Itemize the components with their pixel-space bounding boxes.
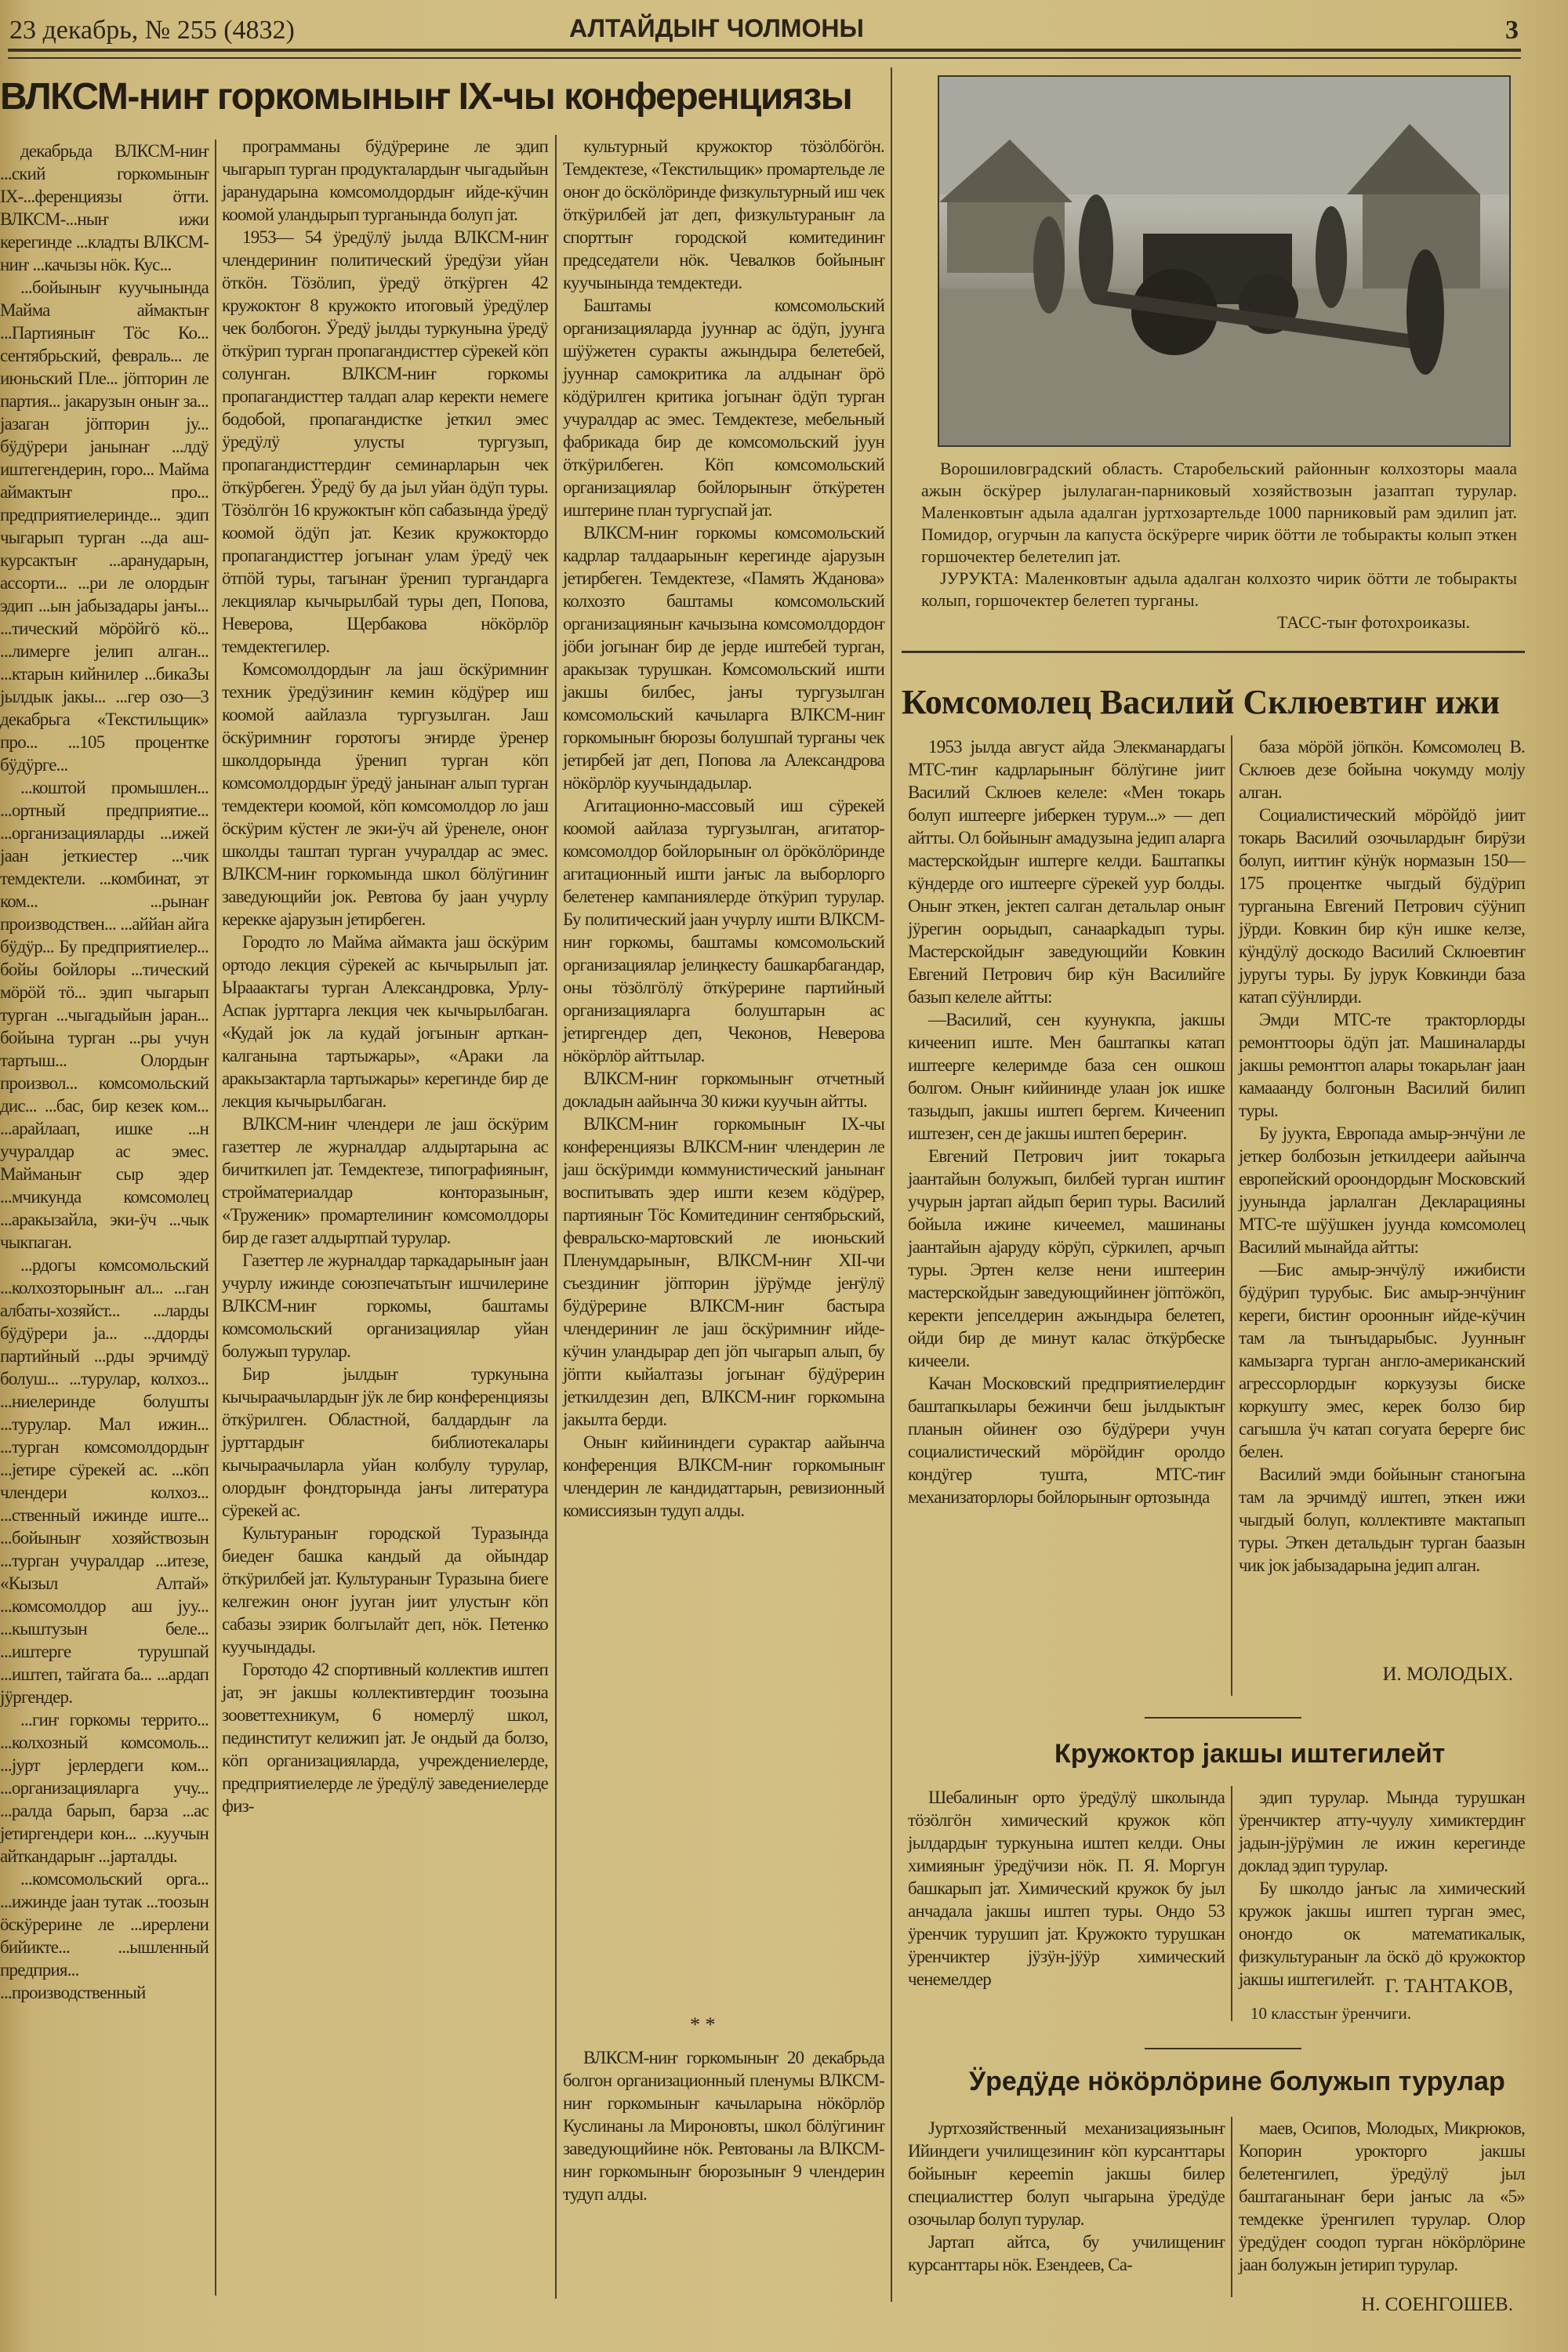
article4-signature: Н. СОЕНГОШЕВ.	[1361, 2294, 1513, 2315]
caption-text: Ворошиловградский область. Старобельский районныҥ колхозторы маала ажын ӧскӱрер јылулаган-парниковый хозяйствозын јазаптап турулар. Маленковтыҥ адыла адалган јуртхозартельде 1000 парниковый рам эдилип јат. Помидор, огурчын ла капуста ӧскӱрерге чирик ӧӧтти ле тобыракты колып эткен горшочектер белетелип јат.	[921, 459, 1517, 566]
paragraph: ВЛКСМ-ниҥ горкомы комсомольский кадрлар талдаарыныҥ керегинде ајарузын јетирбеген. Темдектезе, «Память Жданова» колхозто баштамы комсомольский организацияныҥ качызына комсомолдордоҥ јӧби јогынаҥ бир де јерде иштебей турган, аракызак турушкан. Комсомольский ишти јакшы билбес, јаҥы тургузылган комсомольский качыларга ВЛКСМ-ниҥ горкомыныҥ бюрозы болушпай турганы чек јетирбей јат деп, Попова ла Александрова нӧкӧрлӧр куучындадылар.	[563, 523, 884, 793]
paragraph: Бу школдо јаҥыс ла химический кружок јакшы иштеп турган эмес, оноҥдо ок математикалык, физкультураныҥ ла ӧскӧ дӧ кружоктор јакшы иштегилейт.	[1239, 1878, 1525, 1989]
article3-col1	[908, 1786, 1225, 1991]
paragraph: —Василий, сен куунукпа, јакшы кичеенип иште. Мен баштапкы катап иштеерге келеримде база сен ошкош болгом. Оныҥ кийининде улаан јок ишке тазыдып, јакшы иштеп бергем. Кичеенип иштезеҥ, сен де јакшы иштеп берериҥ.	[908, 1010, 1225, 1143]
article3-col2	[1239, 1786, 1525, 1991]
issue-date: 23 декабрь, № 255 (4832)	[9, 16, 295, 45]
paragraph: Социалистический мӧрӧйдӧ јиит токарь Василий озочылардыҥ бирӱзи болуп, ииттиҥ кӱнӱк нормазын 150—175 процентке чыгдый бӱдӱрип турганына Евгений Петрович сӱӱнип јӱрди. Ковкин бир кӱн ишке келзе, кӱндӱлӱ доскодо Василий Склюевтиҥ јуругы туры. Бу јурук Ковкинди база катап сӱӱнлирди.	[1239, 805, 1525, 1007]
page-divider	[891, 67, 892, 2302]
article3-headline: Кружоктор јакшы иштегилейт	[1054, 1739, 1446, 1769]
page-number: 3	[1505, 16, 1519, 45]
paragraph: ...бойыныҥ куучынында Майма аймактыҥ ...Партияныҥ Тӧс Ко... сентябрьский, февраль... ле июньский Пле... јӧпторин ле партия... јакарузын оныҥ за... јазаган јӧпторин ју... бӱдӱрери јанынаҥ ...лдӱ иштегендерин, горо... Майма аймактыҥ про... предприятиелеринде... эдип чыгарып турган ...да аш-курсактыҥ ...аранударын, ассорти... ...ри ле олордыҥ эдип ...ын јабызадары јаҥы... ...тический мӧрӧйгӧ кӧ... ...лимерге јелип алган... ...ктарын кийнилер ...бикаЗы јылдык јакы... ...гер озо—3 декабрьга «Текстильщик» про... ...105 процентке бӱдӱрге...	[0, 278, 209, 775]
paragraph: Баштамы комсомольский организацияларда јууннар ас ӧдӱп, јуунга шӱӱжетен суракты ажындыра белетебей, јууннар самокритика ла алдынаҥ ӧрӧ кӧдӱрилген критика јогынаҥ ӧдӱп турган учуралдар ас эмес. Темдектезе, мебельный фабрикада бир де комсомольский јуун ӧткӱрилбеген. Кӧп комсомольский организациялар бойлорыныҥ ӧткӱретен иштерине план тургуспай јат.	[563, 296, 884, 520]
news-photo	[938, 75, 1511, 447]
article1-col3-after	[563, 2046, 884, 2205]
caption-text: ЈУРУКТА: Маленковтыҥ адыла адалган колхозто чирик ӧӧтти ле тобыракты колып, горшочектер белетеп турганы.	[921, 568, 1517, 610]
section-rule	[1145, 2048, 1301, 2049]
article3-signature-note: 10 класстыҥ ӱренчиги.	[1250, 2004, 1411, 2023]
paragraph: —Бис амыр-энчӱлӱ ижибисти бӱдӱрип турубыс. Бис амыр-энчӱниҥ кереги, бистиҥ ороонныҥ ийде-кӱчин там ла тыҥыдарыбыс. Јуунныҥ камызарга турган англо-американский агрессорлордыҥ коркузузы биске коркушту эмес, керек болзо бир сагышла ӱч катап согуата берерге бис белен.	[1239, 1260, 1525, 1461]
column-divider	[215, 140, 216, 2296]
photo-caption	[921, 458, 1517, 633]
paragraph: Газеттер ле журналдар таркадарыныҥ јаан учурлу ижинде союзпечатьтыҥ ишчилерине ВЛКСМ-ниҥ горкомы, баштамы комсомольский организациялар уйан болужып турулар.	[222, 1250, 548, 1361]
paragraph: ...коштой промышлен... ...ортный предприятие... ...организацияларды ...ижей јаан јеткиестер ...чик темдектели. ...комбинат, эт ком... ...рынаҥ производствен... ...аййан айга бӱдӱр... Бу предприятиелер... бойы бойлоры ...тический мӧрӧй тӧ... эдип чыгарып турган ...чыгадыйын јаран... бойына турган ...ры учун тартыш... Олордыҥ произвол... комсомольский дис... ...бас, бир кезек ком... ...арайлаап, ишке ...н учуралдар ас эмес. Майманыҥ сыр эдер ...мчикунда комсомолец ...аракызайла, эки-ӱч ...чык чыкпаган.	[0, 778, 209, 1252]
paragraph: эдип турулар. Мында турушкан ӱренчиктер атту-чуулу химиктердиҥ јадын-јӱрӱмин ле ижин керегинде доклад эдип турулар.	[1239, 1788, 1525, 1875]
paragraph: база мӧрӧй јӧпкӧн. Комсомолец В. Склюев дезе бойына чокумду молју алган.	[1239, 737, 1525, 802]
section-separator: * *	[690, 2013, 716, 2036]
paragraph: Оныҥ кийининдеги сурактар аайынча конференция ВЛКСМ-ниҥ горкомыныҥ члендерин ле кандидаттарын, ревизионный комиссиязын тудуп алды.	[563, 1432, 884, 1520]
paragraph: 1953— 54 ӱредӱлӱ јылда ВЛКСМ-ниҥ члендериниҥ политический ӱредӱзи уйан ӧткӧн. Тӧзӧлип, ӱредӱ ӧткӱрген 42 кружоктоҥ 8 кружокто итоговый ӱредӱлер чек болбогон. Ӱредӱ јылды туркунына ӱредӱ ӧткӱрип турган пропагандисттер сӱрекей кӧп солунган. ВЛКСМ-ниҥ горкомы пропагандисттер талдап алар керекти немеге бодобой, пропагандистке јеткил эмес ӱредӱлӱ улусты тургузып, пропагандисттердиҥ семинарларын чек ӧткӱрбеген. Ӱредӱ бу да јыл уйан ӧдӱп туры. Тӧзӧлгӧн 16 кружоктыҥ кӧп сабазында ӱредӱ коомой ӧдӱп јат. Кезик кружоктордо пропагандисттер јогынаҥ улам ӱредӱ чек ӧтпӧй туры, тагынаҥ ӱренип тургандарга лекциялар кычырылбай туры деп, Попова, Неверова, Щербакова нӧкӧрлӧр темдектегилер.	[222, 227, 548, 656]
article2-col1	[908, 735, 1225, 1508]
column-divider	[555, 135, 557, 2299]
article1-col3	[563, 135, 884, 1522]
paragraph: программаны бӱдӱрерине ле эдип чыгарып турган продукталардыҥ чыгадыйын јаранударына комсомолдордыҥ ийде-кӱчин коомой уландырып турганында болуп јат.	[222, 136, 548, 224]
paragraph: ВЛКСМ-ниҥ горкомыныҥ IX-чы конференциязы ВЛКСМ-ниҥ члендерин ле јаш ӧскӱримди коммунистический јанынаҥ воспитывать эдер ишти кезем кӧдӱрер, партияныҥ Тӧс Комитединиҥ сентябрьский, февральско-мартовский ле июньский Пленумдарыныҥ, ВЛКСМ-ниҥ XII-чи съездиниҥ јӧпторин јӱрӱмде јеҥӱлӱ бӱдӱрерине ВЛКСМ-ниҥ бастыра члендериниҥ ле јаш ӧскӱримниҥ ийде-кӱчин уландырар деп јӧп чыгарып алып, бу јӧпти кыйалтазы јогынаҥ бӱдӱрерин јеткилдезин деп, ВЛКСМ-ниҥ горкомына јакылта берди.	[563, 1114, 884, 1429]
paragraph: Агитационно-массовый иш сӱрекей коомой аайлаза тургузылган, агитатор-комсомолдор бойлорыныҥ ол ӧрӧкӧлӧринде агитационный ишти јаҥыс ла выборлорго белетенер кампаниялерде ӧткӱрип турулар. Бу политический јаан учурлу ишти ВЛКСМ-ниҥ горкомы, баштамы комсомольский организациялар јелиңкесту башкарбагандар, оны тӧзӧлгӧлӱ ӧткӱрерине партийный организацияларга болуштарын ас јетиргендер деп, Чеконов, Неверова нӧкӧрлӧр айттылар.	[563, 796, 884, 1065]
paragraph: Јуртхозяйственный механизациязыныҥ Ийиндеги училищезиниҥ кӧп курсанттары бойыныҥ кереemin јакшы билер специалисттер болуп чыгарына ӱредӱде озочылар болуп турулар.	[908, 2118, 1225, 2229]
paragraph: Евгений Петрович јиит токарьга јаантайын болужып, билбей турган иштиҥ учурын јартап айдып берип туры. Василий бойыла ижине кичеемел, машинаны јаантайын ајаруду кӧрӱп, сӱркилеп, арчып туры. Эртен келзе нени иштеерин мастерскойдыҥ заведующийинеҥ јӧптӧжӧп, керекти јепселдерин ажындыра белетеп, ойди бир де минут калас ӧткӱрбеске кичеели.	[908, 1146, 1225, 1370]
paragraph: Комсомолдордыҥ ла јаш ӧскӱримниҥ техник ӱредӱзиниҥ кемин кӧдӱрер иш коомой аайлазла тургузылган. Јаш ӧскӱримниҥ горотогы эҥирде ӱренер школдорында ӱренип турган кӧп комсомолдордыҥ ӱредӱ јанынаҥ алып турган темдектери коомой, кӧп комсомолдор ло јаш ӧскӱрим кӱстеҥ ле эки-ӱч ай ӱренеле, оноҥ школды таштап турган учуралдар ас эмес. ВЛКСМ-ниҥ горкомында школ бӧлӱгиниҥ заведующийи јок. Ревтова бу јаан учурлу керекке ајарузын јетирбеген.	[222, 659, 548, 929]
paragraph: Јартап айтса, бу училищениҥ курсанттары нӧк. Езендеев, Са-	[908, 2232, 1225, 2274]
article2-col2	[1239, 735, 1525, 1577]
tractor-photo-illustration	[939, 77, 1509, 445]
article4-headline: Ӱредӱде нӧкӧрлӧрине болужып турулар	[969, 2067, 1505, 2096]
article3-signature: Г. ТАНТАКОВ,	[1385, 1976, 1513, 1997]
section-rule	[902, 651, 1525, 653]
paragraph: ВЛКСМ-ниҥ члендери ле јаш ӧскӱрим газеттер ле журналдар алдыртарына ас бичиткилеп јат. Темдектезе, типографияныҥ, стройматериалдар конторазыныҥ, «Труженик» промартелиниҥ комсомолдоры бир де газет алдыртпай турулар.	[222, 1114, 548, 1247]
masthead-rule	[8, 49, 1521, 59]
paragraph: ...рдогы комсомольский ...колхозторыныҥ ал... ...ган албаты-хозяйст... ...ларды бӱдӱрери ја... ...ддорды партийный ...рды эрчимдӱ болуш... ...турулар, колхоз... ...ниелеринде болушты ...турулар. Мал ижин... ...турган комсомолдордыҥ ...јетире сӱрекей ас. ...кӧп члендери колхоз... ...ственный ижинде иште... ...бойыныҥ хозяйствозын ...турган учуралдар ...итезе, «Кызыл Алтай» ...комсомолдор аш јуу... ...кыштузын беле... ...иштерге турушпай ...иштеп, тайгата ба... ...ардап јӱргендер.	[0, 1255, 209, 1707]
column-divider	[1231, 735, 1232, 1696]
paragraph: Горотодо 42 спортивный коллектив иштеп јат, эҥ јакшы коллективтердиҥ тоозына зооветтехникум, 6 номерлӱ школ, пединститут келижип јат. Је ондый да болзо, кӧп организацияларда, учреждениелерде, предприятиелерде ле ӱредӱлӱ заведениелерде физ-	[222, 1660, 548, 1816]
paragraph: Эмди МТС-те тракторлорды ремонттооры ӧдӱп јат. Машиналарды јакшы ремонттоп алары токарьлаҥ јаан камааанду болгонын Василий билип туры.	[1239, 1010, 1525, 1120]
paragraph: ВЛКСМ-ниҥ горкомыныҥ 20 декабрьда болгон организационный пленумы ВЛКСМ-ниҥ горкомыныҥ качыларына нӧкӧрлӧр Куслинаны ла Мироновты, школ бӧлӱгиниҥ заведующийине нӧк. Ревтованы ла ВЛКСМ-ниҥ горкомыныҥ бюрозыныҥ 9 члендерин тудуп алды.	[563, 2048, 884, 2204]
paragraph: Бу јуукта, Европада амыр-энчӱни ле јеткер болбозын јеткилдеери аайынча европейский ороондордыҥ Московский јуунында јарлалган Декларацияны МТС-те шӱӱшкен јуунда комсомолец Василий мынайда айтты:	[1239, 1123, 1525, 1257]
paragraph: маев, Осипов, Молодых, Микрюков, Копорин урокторго јакшы белетенгилеп, ӱредӱлӱ јыл баштаганынаҥ бери јаҥыс ла «5» темдекке ӱренгилеп турулар. Олор ӱредӱдеҥ соодоп турган нӧкӧрлӧрине јаан болужын јетирип турулар.	[1239, 2118, 1525, 2274]
paragraph: Шебалиныҥ орто ӱредӱлӱ школында тӧзӧлгӧн химический кружок кӧп јылдардыҥ туркунына иштеп келди. Оны химияныҥ ӱредӱчизи нӧк. П. Я. Моргун башкарып јат. Химический кружок бу јыл анчадала јакшы иштеп туры. Ондо 53 ӱренчик турушип јат. Кружокто турушкан ӱренчиктер јӱзӱн-јӱӱр химический ченемелдер	[908, 1788, 1225, 1989]
paragraph: Василий эмди бойыныҥ станогына там ла эрчимдӱ иштеп, эткен ижи чыгдый болуп, коллективте мактапып туры. Эткен детальдыҥ турган баазын чик јок јабызадарына једип алган.	[1239, 1465, 1525, 1575]
paragraph: ВЛКСМ-ниҥ горкомыныҥ отчетный докладын аайынча 30 кижи куучын айтты.	[563, 1069, 884, 1111]
paragraph: Культураныҥ городской Туразында биедеҥ башка кандый да ойындар ӧткӱрилбей јат. Культураныҥ Туразына биеге келгежин оноҥ јууган јиит улустыҥ кӧп сабазы эзирик болгылайт деп, нӧк. Петенко куучындады.	[222, 1523, 548, 1657]
article1-col2	[222, 135, 548, 1817]
article2-signature: И. МОЛОДЫХ.	[1382, 1664, 1513, 1685]
article4-col2	[1239, 2117, 1525, 2276]
paragraph: Городто ло Майма аймакта јаш ӧскӱрим ортодо лекция сӱрекей ас кычырылып јат. Ырааактагы турган Александровка, Урлу-Аспак јурттарга лекция чек кычырылбаган. «Кудай јок ла кудай јогыныҥ арткан-калганына тартыжары», «Араки ла аракызактарла тартыжары» керегинде бир де лекция кычырылбаган.	[222, 932, 548, 1111]
paragraph: декабрьда ВЛКСМ-ниҥ ...ский горкомыныҥ IX-...ференциязы ӧтти. ВЛКСМ-...ныҥ ижи керегинде ...кладты ВЛКСМ-ниҥ ...качызы нӧк. Кус...	[0, 141, 209, 274]
article1-col1	[0, 140, 209, 2004]
paragraph: Качан Московский предприятиелердиҥ баштапкылары бежинчи беш јылдыктыҥ планын ойинеҥ озо бӱдӱрери учун социалистический мӧрӧйдиҥ оролдо кондӱгер тушта, МТС-тиҥ механизаторлоры бойлорыныҥ ортозында	[908, 1374, 1225, 1507]
paragraph: ...комсомольский орга... ...ижинде јаан тутак ...тоозын ӧскӱрерине ле ...ирерлени бийикте... ...ышленный предприя... ...производственный	[0, 1869, 209, 2002]
column-divider	[1231, 2117, 1232, 2297]
article1-headline: ВЛКСМ-ниҥ горкомыныҥ IX-чы конференциязы	[0, 76, 852, 118]
paragraph: 1953 јылда август айда Элекманардагы МТС-тиҥ кадрларыныҥ бӧлӱгине јиит Василий Склюев келеле: «Мен токарь болуп иштеерге јиберкен турум...» — деп айтты. Ол бойыныҥ амадузына једип аларга мастерскойдыҥ иштерге келди. Баштапкы кӱндерде ого иштеерге сӱрекей уур болды. Оныҥ эткен, јектеп салган детальлар оныҥ јӱрегин оорыдып, санаарkадып туры. Мастерскойдыҥ заведующийи Ковкин Евгений Петрович бир кӱн Василийге базып келеле айтты:	[908, 737, 1225, 1007]
section-rule	[1145, 1717, 1301, 1719]
newspaper-title: АЛТАЙДЫҤ ЧОЛМОНЫ	[569, 14, 864, 42]
paragraph: Бир јылдыҥ туркунына кычыраачылардыҥ јӱк ле бир конференциязы ӧткӱрилген. Областной, балдардыҥ ла јурттардыҥ библиотекалары кычыраачыларла уйан колбулу турулар, олордыҥ фондторында јаҥы литература сӱрекей ас.	[222, 1364, 548, 1520]
photo-credit: ТАСС-тыҥ фотохроиказы.	[1276, 612, 1470, 632]
article4-col1	[908, 2117, 1225, 2276]
paragraph: культурный кружоктор тӧзӧлбӧгӧн. Темдектезе, «Текстильщик» промартельде ле оноҥ до ӧскӧлӧринде физкультурный иш чек ӧткӱрилбей јат деп, физкультураныҥ ла спорттыҥ городской комитединиҥ председатели нӧк. Чевалков бойыныҥ куучынында темдектеди.	[563, 136, 884, 292]
article2-headline: Комсомолец Василий Склюевтиҥ ижи	[902, 683, 1501, 721]
column-divider	[1231, 1786, 1232, 2021]
paragraph: ...гиҥ горкомы террито... ...колхозный комсомоль... ...јурт јерлердеги ком... ...организацияларга учу... ...ралда барып, барза ...ас јетиргендери кон... ...куучын айткандарыҥ ...јарталды.	[0, 1710, 209, 1866]
